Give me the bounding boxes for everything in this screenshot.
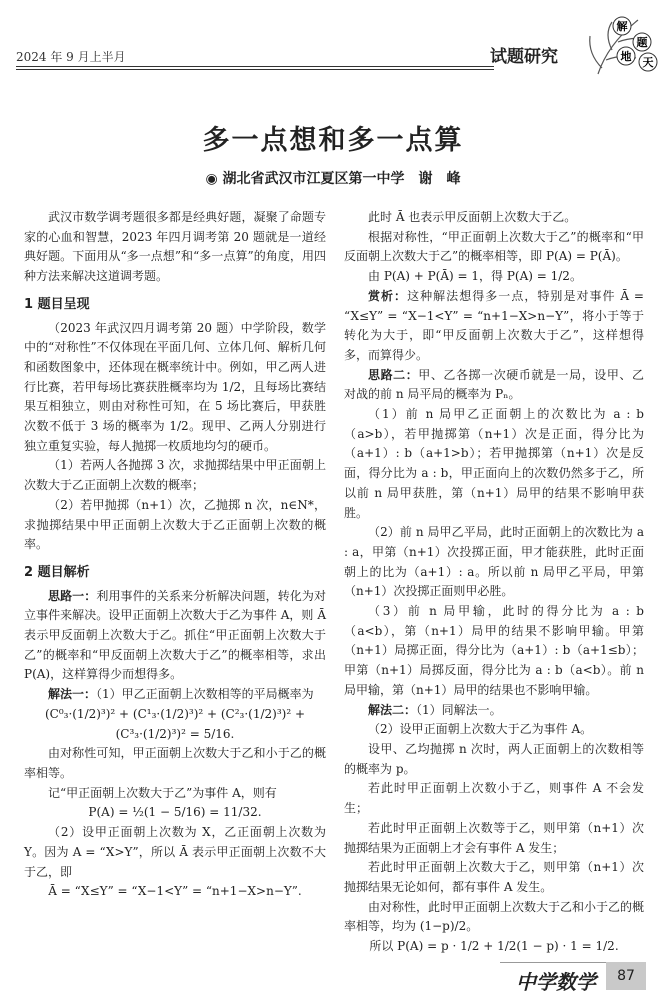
final-formula: 所以 P(A) = p · 1/2 + 1/2(1 − p) · 1 = 1/2. — [369, 939, 619, 954]
result-paragraph: 由 P(A) + P(Ā) = 1，得 P(A) = 1/2。 — [368, 269, 582, 284]
intro-paragraph: 武汉市数学调考题很多都是经典好题，凝聚了命题专家的心血和智慧，2023 年四月调考第 20 题就是一道经典好题。下面用从“多一点想”和“多一点算”的角度，用四种方法来解决这道调考题。 — [24, 210, 326, 284]
section-badge-icon — [578, 14, 658, 80]
idea-two-paragraph — [344, 366, 644, 405]
solution-one-paragraph — [24, 685, 326, 705]
solution-two-text: （1）同解法一。 — [416, 702, 502, 717]
badge-char-2: 题 — [636, 36, 648, 49]
idea-two-label: 思路二： — [368, 367, 419, 382]
magazine-logo: 中学数学 — [516, 970, 596, 994]
solution-two-step-3: 若此时甲正面朝上次数小于乙，则事件 A 不会发生； — [344, 781, 644, 816]
complement-meaning: 此时 Ā 也表示甲反面朝上次数大于乙。 — [368, 210, 577, 224]
symmetry-equality: 根据对称性，“甲正面朝上次数大于乙”的概率和“甲反面朝上次数大于乙”的概率相等，即 P(A) = P(Ā)。 — [344, 229, 644, 264]
event-paragraph: 记“甲正面朝上次数大于乙”为事件 A，则有 — [48, 785, 277, 800]
solution-one-label: 解法一： — [48, 687, 97, 702]
article-title: 多一点想和多一点算 — [202, 125, 464, 156]
solution-two-step-6: 由对称性，此时甲正面朝上次数大于乙和小于乙的概率相等，均为 (1−p)/2。 — [344, 899, 645, 934]
idea-one-paragraph — [24, 587, 326, 686]
idea-two-text: 甲、乙各掷一次硬币就是一局，设甲、乙对战的前 n 局平局的概率为 Pₙ。 — [344, 367, 644, 402]
appreciation-text: 这种解法想得多一点，特别是对事件 Ā = “X≤Y” = “X−1<Y” = “n+1−X>n−Y”，将小于等于转化为大于，即“甲反面朝上次数大于乙”，这样想得多，而算得少。 — [344, 288, 644, 362]
symmetry-paragraph: 由对称性可知，甲正面朝上次数大于乙和小于乙的概率相等。 — [24, 746, 326, 780]
badge-char-1: 解 — [616, 20, 628, 33]
issue-date: 2024 年 9 月上半月 — [16, 50, 126, 64]
idea-one-label: 思路一： — [48, 588, 97, 603]
badge-char-4: 天 — [642, 56, 654, 69]
left-column — [24, 208, 326, 902]
header-rule-thin — [16, 69, 494, 70]
idea-one-text: 利用事件的关系来分析解决问题，转化为对立事件来解决。设甲正面朝上次数大于乙为事件 A，则 Ā 表示甲反面朝上次数大于乙。抓住“甲正面朝上次数大于乙”的概率和“甲反面朝上次数大于乙”的概率相等，求出 P(A)，这样算得少而想得多。 — [24, 588, 326, 682]
question-1: （1）若两人各抛掷 3 次，求抛掷结果中甲正面朝上次数大于乙正面朝上次数的概率； — [24, 458, 326, 493]
heading-analysis: 2 题目解析 — [24, 564, 90, 580]
solution-two-label: 解法二： — [368, 702, 417, 717]
article-author: ◉ 湖北省武汉市江夏区第一中学 谢 峰 — [205, 171, 461, 187]
header-rule — [16, 66, 494, 67]
page-number: 87 — [606, 962, 646, 990]
badge-char-3: 地 — [620, 50, 632, 63]
complement-formula: Ā = “X≤Y” = “X−1<Y” = “n+1−X>n−Y”. — [48, 884, 302, 899]
solution-two-step-2: 设甲、乙均抛掷 n 次时，两人正面朝上的次数相等的概率为 p。 — [344, 741, 644, 776]
right-column — [344, 208, 644, 957]
heading-problem: 1 题目呈现 — [24, 296, 90, 312]
section-title: 试题研究 — [490, 47, 558, 67]
part-two-paragraph: （2）设甲正面朝上次数为 X，乙正面朝上次数为 Y。因为 A = “X>Y”，所以 Ā 表示甲正面朝上次数不大于乙，即 — [24, 825, 326, 879]
solution-two-step-1: （2）设甲正面朝上次数大于乙为事件 A。 — [368, 722, 593, 737]
case-one: （1）前 n 局甲乙正面朝上的次数比为 a : b（a>b），若甲抛掷第（n+1）次是正面，得分比为（a+1）: b（a+1>b）；若甲抛掷第（n+1）次是反面，得分比为 a : b，甲正面向上的次数仍然多于乙，所以前 n 局甲获胜，第（n+1）局甲的结果不影响甲获胜。 — [344, 407, 644, 520]
case-two: （2）前 n 局甲乙平局，此时正面朝上的次数比为 a : a，甲第（n+1）次投掷正面，甲才能获胜，此时正面朝上的比为（a+1）: a。所以前 n 局甲乙平局，甲第（n+1）次投掷正面则甲必胜。 — [344, 525, 644, 599]
question-2: （2）若甲抛掷（n+1）次，乙抛掷 n 次，n∈N*，求抛掷结果中甲正面朝上次数大于乙正面朝上次数的概率。 — [24, 497, 326, 552]
appreciation-label: 赏析： — [368, 288, 408, 303]
draw-probability-formula: (C⁰₃·(1/2)³)² + (C¹₃·(1/2)³)² + (C²₃·(1/2)³)² + (C³₃·(1/2)³)² = 5/16. — [44, 706, 306, 741]
problem-paragraph: （2023 年武汉四月调考第 20 题）中学阶段，数学中的“对称性”不仅体现在平面几何、立体几何、解析几何和函数图象中，还体现在概率统计中。例如，甲乙两人进行比赛，若甲每场比赛获胜概率均为 1/2，且每场比赛结果互相独立，则由对称性可知，在 5 场比赛后，甲获胜次数不低于 3 场的概率为 1/2。现甲、乙两人分别进行独立重复实验，每人抛掷一枚质地均匀的硬币。 — [24, 320, 326, 453]
solution-one-text: （1）甲乙正面朝上次数相等的平局概率为 — [96, 687, 314, 702]
solution-two-paragraph — [344, 701, 644, 721]
solution-two-step-4: 若此时甲正面朝上次数等于乙，则甲第（n+1）次抛掷结果为正面朝上才会有事件 A 发生； — [344, 820, 644, 855]
event-formula: P(A) = ½(1 − 5/16) = 11/32. — [88, 805, 262, 820]
solution-two-step-5: 若此时甲正面朝上次数大于乙，则甲第（n+1）次抛掷结果无论如何，都有事件 A 发生。 — [344, 860, 644, 894]
case-three: （3）前 n 局甲输，此时的得分比为 a : b（a<b），第（n+1）局甲的结果不影响甲输。甲第（n+1）局掷正面，得分比为（a+1）: b（a+1≤b）；甲第（n+1）局掷反面，得分比为 a : b（a<b）。前 n 局甲输，第（n+1）局甲的结果也不影响甲输。 — [344, 604, 644, 697]
appreciation-paragraph — [344, 287, 644, 366]
